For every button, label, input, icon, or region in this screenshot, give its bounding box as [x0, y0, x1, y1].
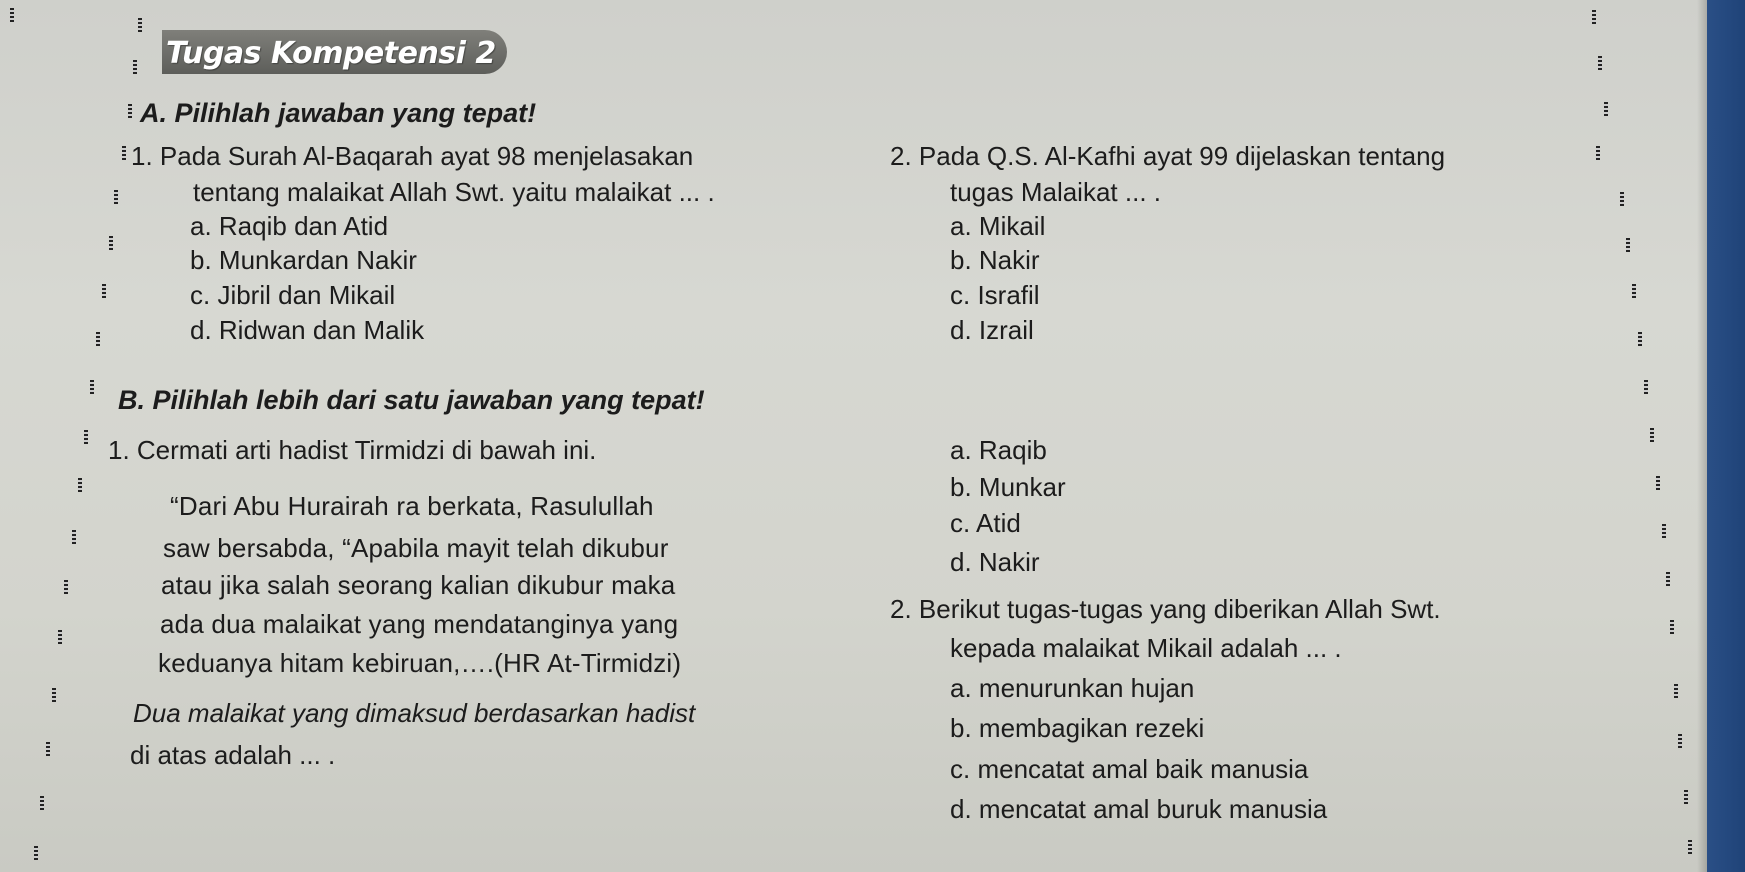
a-q1-line2: tentang malaikat Allah Swt. yaitu malaikat ... .	[193, 177, 715, 207]
binding-mark	[78, 478, 82, 492]
binding-mark	[1592, 10, 1596, 24]
binding-mark	[1650, 428, 1654, 442]
hadith-quote-line-2: saw bersabda, “Apabila mayit telah dikubur	[163, 533, 669, 563]
b-q2-option-d: d. mencatat amal buruk manusia	[950, 794, 1328, 824]
binding-mark	[1638, 332, 1642, 346]
binding-mark	[58, 630, 62, 644]
binding-mark	[1596, 146, 1600, 160]
binding-mark	[1678, 734, 1682, 748]
hadith-quote-line-1: “Dari Abu Hurairah ra berkata, Rasulullah	[170, 491, 654, 521]
binding-mark	[133, 60, 137, 74]
binding-mark	[1674, 684, 1678, 698]
b-q2-line1: 2. Berikut tugas-tugas yang diberikan Allah Swt.	[890, 594, 1441, 624]
hadith-quote-line-4: ada dua malaikat yang mendatanginya yang	[160, 609, 679, 639]
b-q2-option-c: c. mencatat amal baik manusia	[950, 754, 1309, 784]
a-q1-option-a: a. Raqib dan Atid	[190, 211, 389, 241]
binding-mark	[1670, 620, 1674, 634]
binding-mark	[96, 332, 100, 346]
hadith-quote-line-5: keduanya hitam kebiruan,….(HR At-Tirmidzi)	[158, 648, 682, 678]
binding-mark	[1604, 102, 1608, 116]
binding-mark	[1626, 238, 1630, 252]
a-q2-option-d: d. Izrail	[950, 315, 1034, 345]
b-q2-option-b: b. membagikan rezeki	[950, 713, 1205, 743]
binding-mark	[1632, 284, 1636, 298]
page-edge-shadow	[1697, 0, 1707, 872]
binding-mark	[102, 284, 106, 298]
binding-mark	[84, 430, 88, 444]
binding-mark	[64, 580, 68, 594]
hadith-quote-line-3: atau jika salah seorang kalian dikubur maka	[161, 570, 676, 600]
blue-background-edge	[1707, 0, 1745, 872]
b-q1-prompt-line2: di atas adalah ... .	[130, 740, 336, 770]
binding-mark	[122, 146, 126, 160]
a-q2-option-b: b. Nakir	[950, 245, 1040, 275]
badge-title: Tugas Kompetensi 2	[166, 36, 496, 71]
a-q1-option-c: c. Jibril dan Mikail	[190, 280, 396, 310]
binding-mark	[138, 18, 142, 32]
binding-mark	[128, 104, 132, 118]
b-q1-option-c: c. Atid	[950, 508, 1021, 538]
b-q1-option-a: a. Raqib	[950, 435, 1047, 465]
binding-mark	[1662, 524, 1666, 538]
b-q1-option-d: d. Nakir	[950, 547, 1040, 577]
a-q1-line1: 1. Pada Surah Al-Baqarah ayat 98 menjelasakan	[131, 141, 694, 171]
binding-mark	[52, 688, 56, 702]
binding-mark	[1620, 192, 1624, 206]
b-q1-prompt-line1: Dua malaikat yang dimaksud berdasarkan hadist	[133, 698, 696, 728]
binding-mark	[34, 846, 38, 860]
a-q2-line1: 2. Pada Q.S. Al-Kafhi ayat 99 dijelaskan tentang	[890, 141, 1446, 171]
a-q1-option-b: b. Munkardan Nakir	[190, 245, 417, 275]
binding-mark	[114, 190, 118, 204]
binding-mark	[1684, 790, 1688, 804]
binding-mark	[46, 742, 50, 756]
binding-mark	[1666, 572, 1670, 586]
binding-mark	[1688, 840, 1692, 854]
a-q2-line2: tugas Malaikat ... .	[950, 177, 1161, 207]
b-q1-line1: 1. Cermati arti hadist Tirmidzi di bawah ini.	[108, 435, 597, 465]
binding-mark	[109, 236, 113, 250]
binding-mark	[40, 796, 44, 810]
b-q2-option-a: a. menurunkan hujan	[950, 673, 1195, 703]
tugas-kompetensi-badge	[162, 30, 507, 74]
binding-mark	[90, 380, 94, 394]
a-q2-option-c: c. Israfil	[950, 280, 1040, 310]
binding-mark	[10, 8, 14, 22]
binding-mark	[1598, 56, 1602, 70]
binding-mark	[1644, 380, 1648, 394]
section-b-heading: B. Pilihlah lebih dari satu jawaban yang tepat!	[118, 385, 705, 415]
a-q2-option-a: a. Mikail	[950, 211, 1046, 241]
a-q1-option-d: d. Ridwan dan Malik	[190, 315, 425, 345]
binding-mark	[72, 530, 76, 544]
b-q1-option-b: b. Munkar	[950, 472, 1066, 502]
binding-mark	[1656, 476, 1660, 490]
section-a-heading: A. Pilihlah jawaban yang tepat!	[140, 98, 537, 128]
b-q2-line2: kepada malaikat Mikail adalah ... .	[950, 633, 1342, 663]
